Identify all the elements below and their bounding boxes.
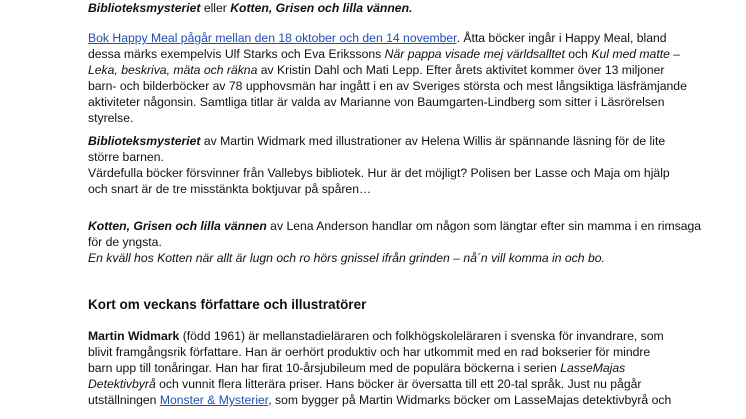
kotten-paragraph <box>88 218 702 266</box>
widmark-line-1 <box>88 328 688 344</box>
widmark-line-5 <box>88 392 688 408</box>
happy-meal-text: av Kristin Dahl och Mati Lepp. Efter årets aktivitet kommer över 13 miljoner <box>257 63 665 77</box>
conjunction-text: eller <box>200 1 231 15</box>
happy-meal-line-5: aktiviteter någonsin. Samtliga titlar är valda av Marianne von Baumgarten-Lindberg som sitter i Läsrörelsen <box>88 95 665 109</box>
widmark-line-3 <box>88 360 688 376</box>
book-title: Kul med matte – <box>591 47 681 61</box>
book-title: När pappa visade mej världsalltet <box>384 47 565 61</box>
widmark-text: barn upp till tonåringar. Han har firat 10-årsjubileum med de populära böckerna i serien <box>88 361 561 375</box>
book-title: Kotten, Grisen och lilla vännen <box>88 219 267 233</box>
intro-line <box>88 0 688 16</box>
book-title: Biblioteksmysteriet <box>88 134 201 148</box>
happy-meal-text: och <box>564 47 592 61</box>
widmark-paragraph <box>88 328 688 408</box>
widmark-text: och vunnit flera litterära priser. Hans böcker är översatta till ett 20-tal språk. Just nu pågår <box>155 377 642 391</box>
author-name: Martin Widmark <box>88 329 180 343</box>
biblioteksmysteriet-paragraph <box>88 133 688 197</box>
happy-meal-line-1 <box>88 30 688 46</box>
happy-meal-text: dessa märks exempelvis Ulf Starks och Eva Erikssons <box>88 47 385 61</box>
series-title: Detektivbyrå <box>88 377 156 391</box>
bm-line-3: Värdefulla böcker försvinner från Vallebys bibliotek. Hur är det möjligt? Polisen ber Lasse och Maja om hjälp <box>88 166 670 180</box>
kotten-line-3: En kväll hos Kotten när allt är lugn och ro hörs gnissel ifrån grinden – nå´n vill komma in och bo. <box>88 251 605 265</box>
widmark-text: utställningen <box>88 393 160 407</box>
widmark-line-2: blivit framgångsrik författare. Han är oerhört produktiv och har utkommit med en rad bokserier för mindre <box>88 345 651 359</box>
happy-meal-line-4: barn- och bilderböcker av 78 upphovsmän har ingått i en av Sveriges största och mest långsiktiga läsfrämjande <box>88 79 687 93</box>
kotten-line-2: för de yngsta. <box>88 235 162 249</box>
happy-meal-paragraph <box>88 30 688 126</box>
bm-line-1 <box>88 133 688 149</box>
widmark-text: (född 1961) är mellanstadieläraren och folkhögskoleläraren i svenska för invandrare, som <box>179 329 664 343</box>
happy-meal-line-3 <box>88 62 688 78</box>
kotten-line-1 <box>88 218 702 234</box>
happy-meal-line-6: styrelse. <box>88 111 134 125</box>
kotten-text: av Lena Anderson handlar om någon som längtar efter sin mamma i en rimsaga <box>266 219 702 233</box>
intro-paragraph <box>88 0 688 16</box>
bm-line-4: och snart är de tre misstänkta boktjuvar på spåren… <box>88 182 372 196</box>
happy-meal-line-2 <box>88 46 688 62</box>
widmark-line-4 <box>88 376 688 392</box>
title-kotten: Kotten, Grisen och lilla vännen. <box>230 1 413 15</box>
happy-meal-link[interactable]: Bok Happy Meal pågår mellan den 18 oktober och den 14 november <box>88 31 457 45</box>
section-heading: Kort om veckans författare och illustratörer <box>88 297 367 312</box>
title-biblioteksmysteriet: Biblioteksmysteriet <box>88 1 201 15</box>
monster-mysterier-link[interactable]: Monster & Mysterier <box>159 393 269 407</box>
happy-meal-text: . Åtta böcker ingår i Happy Meal, bland <box>456 31 667 45</box>
bm-text: av Martin Widmark med illustrationer av Helena Willis är spännande läsning för de lite <box>200 134 666 148</box>
series-title: LasseMajas <box>560 361 626 375</box>
bm-line-2: större barnen. <box>88 150 164 164</box>
widmark-text: , som bygger på Martin Widmarks böcker om LasseMajas detektivbyrå och <box>268 393 672 407</box>
book-title: Leka, beskriva, mäta och räkna <box>88 63 258 77</box>
